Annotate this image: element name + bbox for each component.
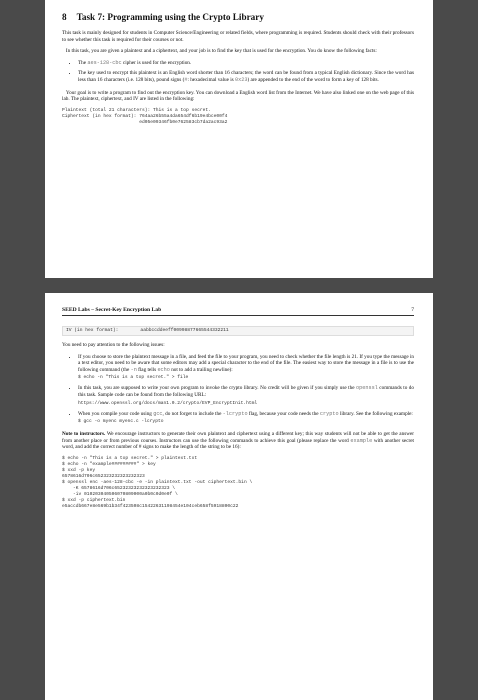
code-line: $ echo -n "example#########" > key <box>62 461 156 467</box>
ciphertext-code-line-2: ed05e09346fb0e762583cb7da2ac93a2 <box>62 119 228 125</box>
ciphertext-code-line: Ciphertext (in hex format): 764aa26b55a4da654df6b19e4bce00f4 <box>62 113 228 119</box>
section-number: 8 <box>62 12 67 22</box>
list-item: • In this task, you are supposed to write your own program to invoke the crypto library. No credit will be given if you simply use the openssl commands to do this task. Sample code can be found from the following URL: https://www.openssl.org/docs/man1.0.2/crypto/EVP_EncryptInit.html <box>78 385 414 406</box>
list-item: • The key used to encrypt this plaintext is an English word shorter than 16 characters; the word can be found from a typical English dictionary. Since the word has less than 16 characters (i.e. 128 bits), pound signs (#: hexadecimal value is 0x23) are appended to the end of the word to form a key of 128 bits. <box>78 70 414 83</box>
instructor-note: Note to instructors. We encourage instructors to generate their own plaintext and ciphertext using a different key; this way students will not be able to get the answer from another place or from previous courses. Instructors can use the following commands to achieve this goal (please replace the word example with another secret word, and add the correct number of # signs to make the length of the string to be 16): <box>62 431 414 451</box>
iv-code-line: IV (in hex format): aabbccddeeff00998877665544332211 <box>62 326 414 336</box>
goal-paragraph: Your goal is to write a program to find out the encryption key. You can download a English word list from the Internet. We have also linked one on the web page of this lab. The plaintext, ciphertext, and IV are listed in the following: <box>62 89 415 103</box>
document-page-2 <box>45 293 433 700</box>
instructor-code-block <box>62 456 414 510</box>
gcc-code-line: $ gcc -o myenc myenc.c -lcrypto <box>78 419 164 425</box>
issues-list <box>62 354 414 426</box>
document-page-1 <box>45 0 433 278</box>
code-line: 6578616d706c652323232323232323 <box>62 473 145 479</box>
section-title: Task 7: Programming using the Crypto Library <box>76 12 264 22</box>
running-header <box>62 307 414 316</box>
code-line: $ echo -n "This is a top secret." > plaintext.txt <box>62 455 198 461</box>
list-item: • When you compile your code using gcc, do not forget to include the -lcrypto flag, because your code needs the crypto library. See the following example: $ gcc -o myenc myenc.c -lcrypto <box>78 411 414 426</box>
list-item: • The aes-128-cbc cipher is used for the encryption. <box>78 60 414 67</box>
facts-list <box>62 60 414 84</box>
header-title: SEED Labs – Secret-Key Encryption Lab <box>62 307 162 313</box>
code-line: $ xxd -p ciphertext.bin <box>62 497 126 503</box>
attention-paragraph: You need to pay attention to the following issues: <box>62 342 165 348</box>
list-item: • If you choose to store the plaintext message in a file, and feed the file to your program, you need to check whether the file length is 21. If you type the message in a text editor, you need to be aware that some editors may add a special character to the end of the file. The easiest way to store the message in a file is to use the following command (the -n flag tells echo not to add a trailing newline): $ echo -n "This is a top secret." > file <box>78 354 414 382</box>
code-line: -K 6578616d706c65232323232323232323 \ <box>62 485 176 491</box>
intro-paragraph: This task is mainly designed for students in Computer Science/Engineering or related fields, where programming is required. Students should check with their professors to see whether this task is required for their courses or not. <box>62 30 414 43</box>
code-line: -iv 010203040506070809000a0b0c0d0e0f \ <box>62 491 178 497</box>
echo-code-line: $ echo -n "This is a top secret." > file <box>78 375 189 381</box>
sample-code-url[interactable]: https://www.openssl.org/docs/man1.0.2/crypto/EVP_EncryptInit.html <box>78 400 258 406</box>
code-line: e5accdb667e8e569b1b34f423508c15422631198454e104ceb658f5918800c22 <box>62 503 239 509</box>
code-line: $ openssl enc -aes-128-cbc -e -in plaintext.txt -out ciphertext.bin \ <box>62 479 253 485</box>
page-number: 7 <box>411 307 414 313</box>
section-heading <box>62 12 414 22</box>
code-line: $ xxd -p key <box>62 467 96 473</box>
task-paragraph: In this task, you are given a plaintext and a ciphertext, and your job is to find the key that is used for the encryption. You do know the following facts: <box>65 48 377 55</box>
plaintext-code-line: Plaintext (total 21 characters): This is a top secret. <box>62 107 211 113</box>
